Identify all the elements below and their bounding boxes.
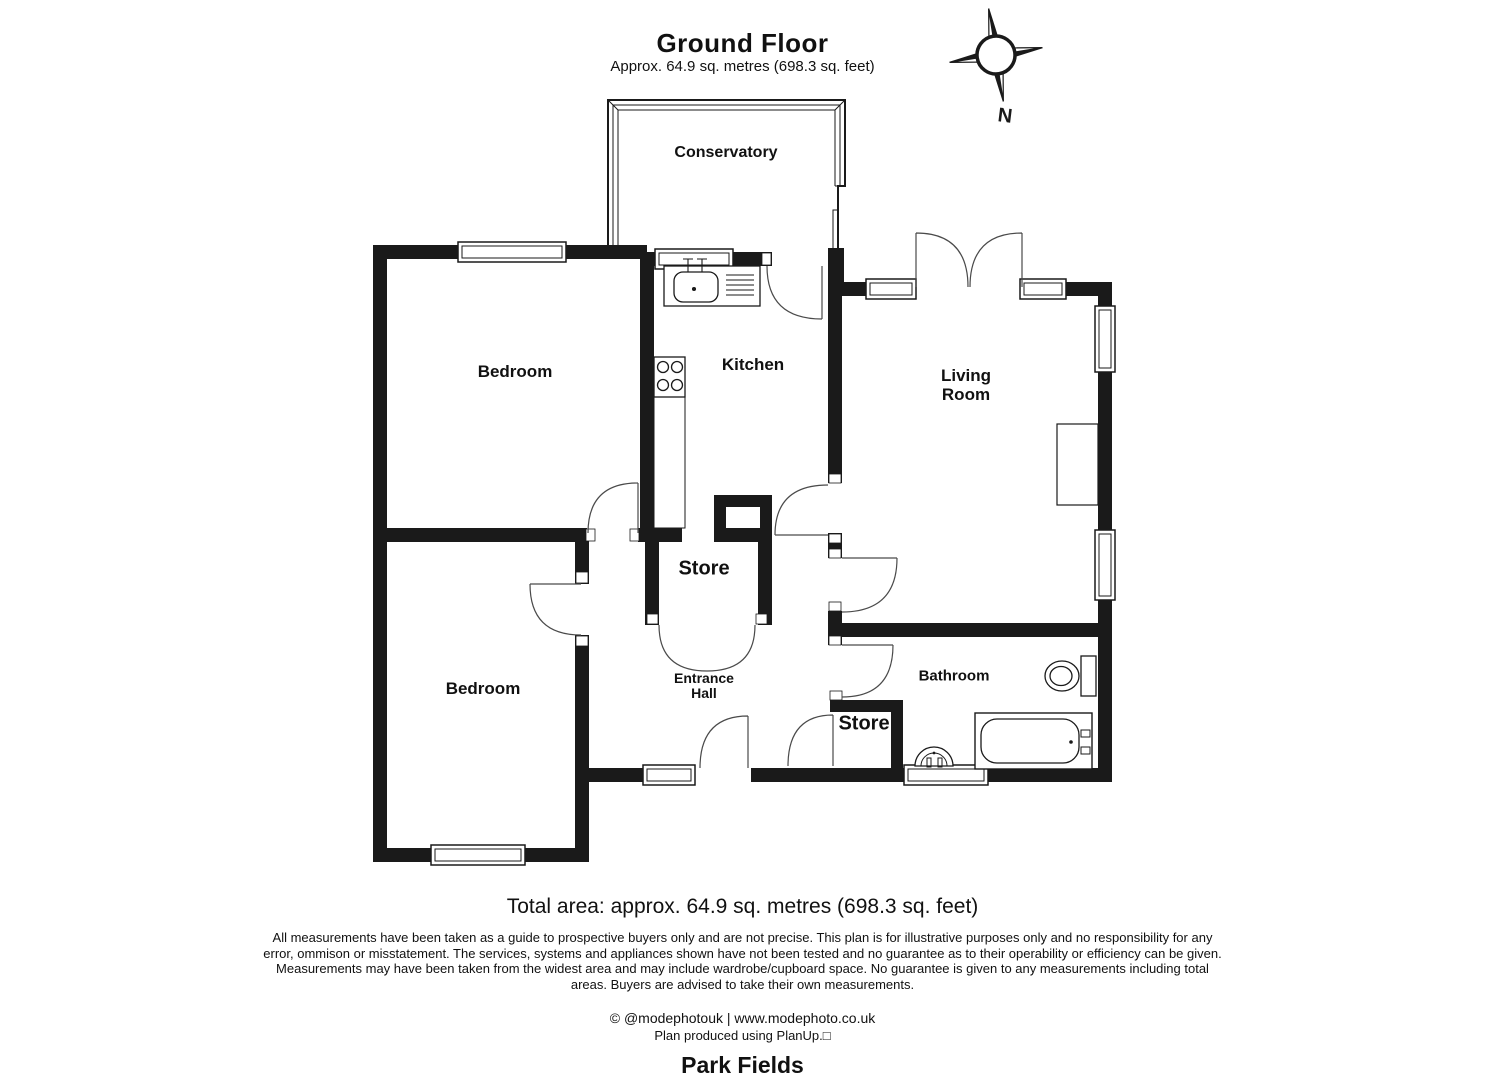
wash-basin: [915, 747, 953, 767]
page-title: Ground Floor: [656, 28, 829, 58]
living-room-line-1: Living: [940, 366, 992, 385]
door-hall-living: [842, 558, 897, 612]
door-store-middle-double: [659, 625, 755, 671]
door-store-bottom: [788, 715, 833, 766]
entrance-hall-line-1: Entrance: [674, 670, 734, 686]
compass-north-label: N: [996, 104, 1014, 128]
french-door-left: [916, 233, 968, 287]
door-kitchen-living: [775, 485, 828, 535]
room-label-store-bottom: Store: [838, 712, 890, 735]
door-bedroom-bottom: [530, 584, 581, 635]
property-name: Park Fields: [681, 1052, 804, 1078]
room-label-store-middle: Store: [678, 557, 730, 580]
window-living-side-upper: [1095, 306, 1115, 372]
room-label-living-room: [941, 366, 991, 404]
kitchen-sink: [664, 259, 760, 306]
room-label-bathroom: Bathroom: [918, 667, 990, 685]
door-bedroom-top: [588, 483, 638, 533]
room-label-bedroom-bottom: Bedroom: [445, 679, 521, 698]
conservatory-walls: [608, 100, 845, 252]
floor-plan-svg: [360, 90, 1120, 880]
doors: [530, 233, 1022, 768]
produced-line: Plan produced using PlanUp.□: [654, 1028, 831, 1043]
door-kitchen-conservatory: [767, 266, 822, 319]
room-label-conservatory: Conservatory: [674, 144, 778, 161]
bathtub: [975, 713, 1092, 769]
window-living-side-lower: [1095, 530, 1115, 600]
living-room-line-2: Room: [941, 385, 991, 404]
entrance-hall-line-2: Hall: [691, 685, 717, 701]
window-living-left: [866, 279, 916, 299]
door-front-entrance: [700, 716, 748, 768]
kitchen-hob: [654, 357, 685, 397]
credit-line: © @modephotouk | www.modephoto.co.uk: [609, 1010, 876, 1026]
room-label-kitchen: Kitchen: [721, 355, 785, 374]
room-label-bedroom-top: Bedroom: [477, 362, 553, 381]
window-bedroom-top: [458, 242, 566, 262]
door-jambs: [576, 253, 842, 700]
total-area-text: Total area: approx. 64.9 sq. metres (698.3 sq. feet): [506, 895, 979, 918]
door-bathroom: [842, 645, 893, 697]
room-label-entrance-hall: [674, 671, 734, 701]
french-door-right: [970, 233, 1022, 287]
disclaimer-paragraph: All measurements have been taken as a guide to prospective buyers only and are not precise. This plan is for illustrative purposes only and no responsibility for any error, ommison or misstatement. The services, systems and appliances shown have not been tested and no guarantee as to their operability or efficiency can be given. Measurements may have been taken from the widest area and may include wardrobe/cupboard space. No guarantee is given to any measurements including total areas. Buyers are advised to take their own measurements.: [263, 930, 1222, 992]
window-living-right: [1020, 279, 1066, 299]
window-front-sidelight: [643, 765, 695, 785]
window-bedroom-bottom: [431, 845, 525, 865]
toilet: [1045, 656, 1096, 696]
disclaimer-text: [0, 930, 1485, 992]
page-subtitle: Approx. 64.9 sq. metres (698.3 sq. feet): [610, 58, 875, 75]
fireplace: [1057, 424, 1098, 505]
